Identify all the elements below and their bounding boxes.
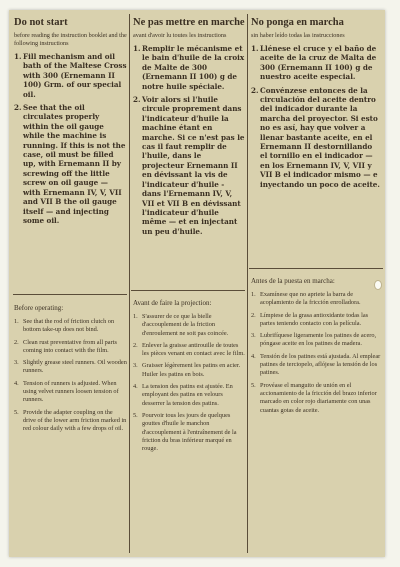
section-before-operating	[14, 304, 127, 438]
column-subheading: before reading the instruction booklet and the following instructions	[14, 32, 127, 47]
item-number: 1.	[133, 313, 138, 320]
list-item	[133, 383, 245, 408]
item-text: See that the oil circulates properly within the oil gauge while the machine is running. If this is not the case, oil must be filled up, with Ernemann II by screwing off the little screw on oil gauge — with Ernemann IV, V, VII and VII B the oil gauge itself — and injecting some oil.	[23, 103, 126, 225]
section-heading: Avant de faire la projection:	[133, 299, 212, 307]
item-number: 5.	[133, 411, 138, 419]
item-number: 1.	[251, 291, 256, 298]
list-item	[251, 312, 381, 329]
item-text: Pourvoir tous les jours de quelques gouttes d'huile le manchon d'accouplement à l'entraînement de la friction du bras inférieur marqué en rouge.	[142, 411, 237, 453]
column-french	[133, 14, 245, 553]
item-text: S'assurer de ce que la bielle d'accouplement de la friction d'enroulement ne soit pas coincée.	[142, 313, 229, 337]
list-item	[14, 52, 127, 99]
column-subheading: avant d'avoir lu toutes les instructions	[133, 32, 227, 39]
list-item	[14, 103, 127, 225]
item-number: 2.	[133, 95, 141, 105]
list-item	[251, 44, 381, 82]
item-number: 2.	[251, 85, 259, 95]
list-item	[133, 44, 245, 91]
item-number: 2.	[14, 103, 22, 113]
column-heading: Do not start	[14, 17, 68, 28]
item-text: Llénese el cruce y el baño de aceite de la cruz de Malta de 300 (Ernemann II 100) g de nuestro aceite especial.	[260, 44, 377, 82]
item-text: Provéase el manguito de unión en el accionamiento de la fricción del brazo inferior marcado en color rojo diariamente con unas cuantas gotas de aceite.	[260, 381, 377, 414]
section-antes-puesta-en-marcha	[251, 277, 381, 419]
item-text: Tension of runners is adjusted. When using velvet runners loosen tension of runners.	[23, 379, 119, 404]
list-item	[133, 362, 245, 379]
item-text: Clean rust preventative from all parts coming into contact with the film.	[23, 338, 117, 354]
item-number: 1.	[251, 44, 259, 53]
item-number: 2.	[251, 311, 256, 319]
column-english	[14, 14, 127, 553]
section-avant-projection	[133, 299, 245, 457]
column-subheading: sin haber leído todas las instrucciones	[251, 32, 345, 39]
item-text: Examínese que no apriete la barra de acoplamiento de la fricción enrolladora.	[260, 291, 361, 307]
item-text: See that the rod of friction clutch on bottom take-up does not bind.	[23, 318, 115, 334]
item-text: Fill mechanism and oil bath of the Maltese Cross with 300 (Ernemann II 100) Grm. of our special oil.	[23, 52, 127, 99]
item-number: 4.	[14, 379, 19, 387]
item-text: Voir alors si l'huile circule proprement dans l'indicateur d'huile la machine étant en marche. Si ce n'est pas le cas il faut remplir de l'huile, dans le projecteur Ernemann II en dévissant la vis de l'indicateur d'huile - dans l'Ernemann IV, V, VII et VII B en dévissant l'indicateur d'huile même — et en injectant un peu d'huile.	[142, 95, 245, 236]
item-text: Provide the adapter coupling on the drive of the lower arm friction marked in red colour daily with a few drops of oil.	[23, 408, 127, 433]
list-item	[251, 86, 381, 189]
column-spanish	[251, 14, 381, 553]
item-text: Lubrifíquese ligeramente los patines de acero, póngase aceite en los patines de madera.	[260, 332, 377, 348]
section-heading: Before operating:	[14, 304, 64, 312]
item-number: 2.	[14, 338, 19, 346]
item-number: 1.	[14, 318, 19, 325]
item-number: 2.	[133, 341, 138, 349]
instruction-sheet	[9, 10, 385, 557]
item-number: 4.	[251, 352, 256, 360]
item-number: 5.	[14, 408, 19, 416]
list-item	[251, 382, 381, 415]
list-item	[14, 339, 127, 356]
item-text: Límpiese de la grasa antioxidante todas las partes teniendo contacto con la película.	[260, 311, 369, 327]
item-number: 3.	[14, 359, 19, 367]
item-text: Enlever la graisse antirouille de toutes les pièces venant en contact avec le film.	[142, 341, 245, 358]
list-item	[251, 332, 381, 349]
list-item	[14, 409, 127, 434]
list-item	[251, 291, 381, 308]
item-number: 3.	[251, 332, 256, 340]
item-number: 1.	[14, 52, 22, 61]
column-heading: Ne pas mettre en marche	[133, 17, 245, 28]
list-item	[14, 318, 127, 335]
item-text: Convénzese entonces de la circulación del aceite dentro del indicador durante la marcha del proyector. Si esto no es así, hay que volver a llenar bastante aceite, en el Ernemann II destornillando el tornillo en el indicador — en los Ernemann IV, V, VII y VII B el indicador mismo — e inyectando un poco de aceite.	[260, 85, 380, 189]
item-text: La tension des patins est ajustée. En employant des patins en velours desserrer la tension des patins.	[142, 383, 233, 407]
item-text: Tensión de los patines está ajustada. Al emplear patines de terciopelo, aflójese la tensión de los patines.	[260, 352, 381, 377]
list-item	[133, 95, 245, 236]
column-heading: No ponga en marcha	[251, 17, 344, 28]
column-divider	[129, 14, 130, 553]
list-item	[14, 359, 127, 376]
item-text: Graisser légèrement les patins en acier. Huiler les patins en bois.	[142, 362, 241, 378]
list-item	[133, 313, 245, 338]
list-item	[133, 342, 245, 359]
list-item	[251, 353, 381, 378]
item-number: 1.	[133, 44, 141, 53]
item-number: 5.	[251, 381, 256, 389]
column-divider	[247, 14, 248, 553]
section-heading: Antes de la puesta en marcha:	[251, 277, 335, 285]
item-text: Remplir le mécanisme et le bain d'huile de la croix de Malte de 300 (Ernemann II 100) g de notre huile spéciale.	[142, 44, 245, 91]
item-number: 3.	[133, 362, 138, 370]
list-item	[14, 380, 127, 405]
list-item	[133, 412, 245, 453]
item-text: Slightly grease steel runners. Oil wooden runners.	[23, 359, 127, 375]
item-number: 4.	[133, 383, 138, 391]
